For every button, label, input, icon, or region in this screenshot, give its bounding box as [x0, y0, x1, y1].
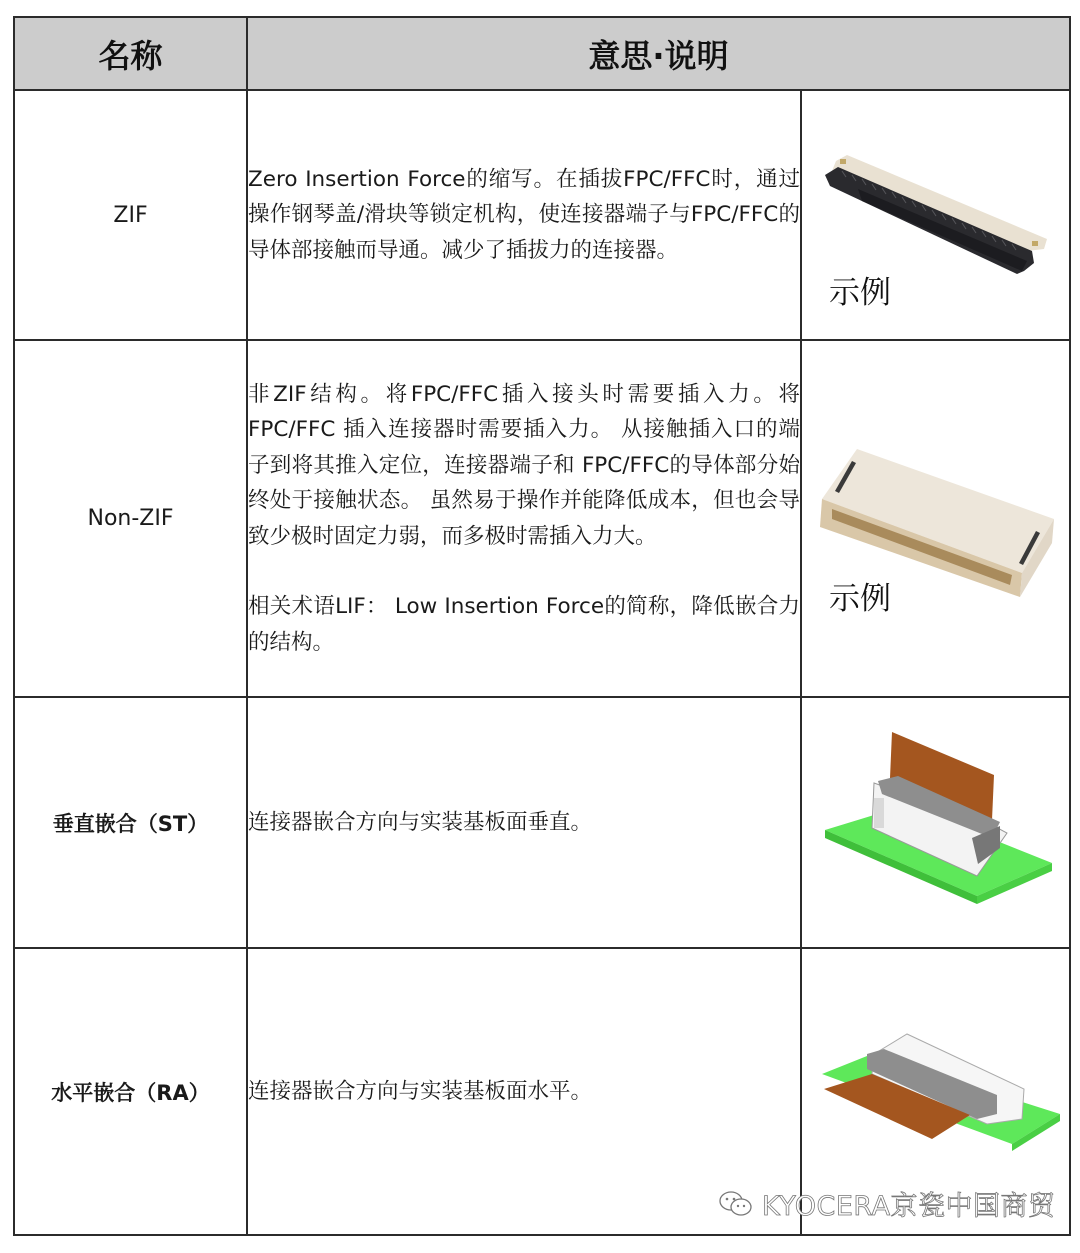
description-paragraph: 连接器嵌合方向与实装基板面水平。	[248, 1078, 593, 1104]
description-paragraph: 连接器嵌合方向与实装基板面垂直。	[248, 809, 593, 835]
non-zif-connector-photo-icon	[802, 341, 1067, 696]
glossary-table	[13, 16, 1071, 1236]
header-name: 名称	[14, 17, 247, 90]
watermark	[718, 1184, 1056, 1223]
term-description	[247, 90, 801, 340]
wechat-icon	[718, 1189, 754, 1219]
example-image-cell	[801, 90, 1070, 340]
description-paragraph: 非ZIF结构。将FPC/FFC插入接头时需要插入力。将FPC/FFC 插入连接器时需要插入力。 从接触插入口的端子到将其推入定位，连接器端子和 FPC/FFC的导体部分始终处于接触状态。 虽然易于操作并能降低成本，但也会导致少极时固定力弱，而多极时需插入力大。	[248, 381, 800, 549]
example-image-cell	[801, 697, 1070, 948]
example-label: 示例	[829, 581, 891, 617]
header-description: 意思·说明	[247, 17, 1070, 90]
watermark-text: KYOCERA京瓷中国商贸	[762, 1191, 1056, 1222]
term-description	[247, 340, 801, 697]
term-name: 垂直嵌合（ST）	[14, 697, 247, 948]
term-name: ZIF	[14, 90, 247, 340]
table-header-row	[14, 17, 1070, 90]
table-row	[14, 340, 1070, 697]
vertical-mating-diagram-icon	[802, 698, 1067, 947]
table-row	[14, 90, 1070, 340]
example-label: 示例	[829, 275, 891, 311]
term-name: 水平嵌合（RA）	[14, 948, 247, 1235]
example-image-cell	[801, 340, 1070, 697]
description-paragraph: Zero Insertion Force的缩写。在插拔FPC/FFC时，通过操作钢琴盖/滑块等锁定机构，使连接器端子与FPC/FFC的导体部接触而导通。减少了插拔力的连接器。	[248, 166, 800, 263]
related-term-paragraph: 相关术语LIF： Low Insertion Force的简称，降低嵌合力的结构。	[248, 594, 800, 655]
table-row	[14, 697, 1070, 948]
term-description	[247, 697, 801, 948]
term-name: Non-ZIF	[14, 340, 247, 697]
